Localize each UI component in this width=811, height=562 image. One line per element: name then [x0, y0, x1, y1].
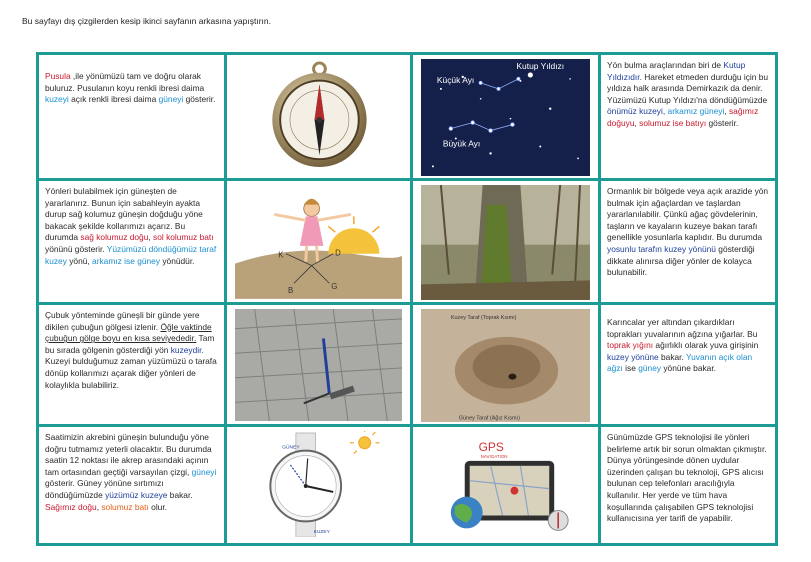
term-yosunlu-taraf: yosunlu tarafın kuzey yönünü — [607, 243, 716, 254]
label-guney: GÜNEY — [282, 445, 300, 451]
text: Hareket etmeden durduğu için bu yıldıza halk arasında Demirkazık da denir. Yüzümüzü Kutup Yıldızı'na döndüğümüzde — [607, 71, 769, 105]
text: ağırlıklı olarak yuva girişinin — [653, 340, 759, 351]
text: bakar. — [658, 351, 687, 362]
gps-image — [421, 431, 590, 538]
term-sag-kol-dogu: sağ kolumuz doğu — [80, 232, 149, 243]
text: Ormanlık bir bölgede veya açık arazide yön bulmak için ağaçlardan ve taşlardan yararlanılabilir. Çünkü ağaç gövdelerinin, taşların ve kayaların kuzeye bakan tarafı genellikle yosunlarla kaplıdır. Bu durumda — [607, 186, 769, 243]
label-b: B — [288, 286, 294, 296]
term-pusula: Pusula — [45, 71, 71, 81]
term-arka-guney: arkamız ise güney — [92, 255, 161, 266]
term-guneyi: güneyi — [191, 466, 217, 477]
cell-compass-text — [39, 55, 227, 181]
term-sol-kol-bati: sol kolumuz batı — [153, 232, 214, 243]
term-yuz-kuzey: Yüzümüzü döndüğümüz taraf kuzey — [45, 243, 217, 266]
cell-compass-image — [227, 55, 413, 181]
text: gösterdiği dikkate alınırsa diğer yönler de kolayca bulunabilir. — [607, 243, 755, 278]
term-kutup-yildizi: Kutup Yıldızıdır. — [607, 60, 746, 82]
term-guney: güneyi — [158, 94, 184, 105]
text: bakar. — [167, 489, 193, 500]
term-kuzeydir: kuzeydir. — [170, 344, 204, 355]
cell-watch-text — [39, 427, 227, 543]
text: yönüdür. — [160, 255, 195, 266]
cell-sun-text — [39, 181, 227, 305]
text: , — [662, 106, 668, 117]
term-yuvanin-agzi: Yuvanın açık olan ağzı — [607, 351, 753, 374]
term-kuzey-yonune: kuzey yönüne — [607, 351, 659, 362]
ant-nest-image — [421, 309, 590, 422]
cell-sky-image — [413, 55, 601, 181]
term-kuzey: kuzeyi — [45, 94, 69, 105]
text: yönü, — [66, 255, 93, 266]
label-k: K — [278, 250, 284, 260]
term-onumuz-kuzey: önümüz kuzeyi — [607, 106, 663, 117]
compass-image — [235, 59, 402, 175]
cell-tree-image — [413, 181, 601, 305]
night-sky-image — [421, 59, 590, 176]
term-solumuz-bati: solumuz ise batıyı — [639, 117, 707, 128]
text: , — [148, 232, 154, 243]
text: olur. — [148, 501, 167, 512]
text: yönüne bakar. — [661, 363, 716, 374]
cell-moss-text — [601, 181, 775, 305]
term-solumuz-bati: solumuz batı — [101, 501, 149, 512]
text: yönünü gösterir. — [45, 243, 107, 254]
label-guney-taraf: Güney Taraf (Ağız Kısmı) — [458, 415, 520, 422]
text: ,ile yönümüzü tam ve doğru olarak buluruz. Pusulanın koyu renkli ibresi daima — [45, 71, 205, 93]
instruction-text: Bu sayfayı dış çizgilerden kesip ikinci sayfanın arkasına yapıştırın. — [22, 16, 271, 26]
cell-watch-image — [227, 427, 413, 543]
cell-girl-image — [227, 181, 413, 305]
term-sagimiz-dogu: sağımız doğuyu — [607, 106, 759, 128]
text: Yön bulma araçlarından biri de — [607, 60, 724, 70]
label-kucuk-ayi: Küçük Ayı — [436, 74, 475, 85]
girl-sun-image — [235, 185, 402, 299]
text: , — [724, 106, 729, 117]
term-yuzumuz-kuzeye: yüzümüz kuzeye — [105, 489, 168, 500]
text: Günümüzde GPS teknolojisi ile yönleri belirleme artık bir sorun olmaktan çıkmıştır. Dünya yörüngesinde dönen uydular üzerinden çalışan bu teknoloji, GPS alıcısı bulunan cep telefonları aracılığıyla kullanılır. Her yerde ve tüm hava koşullarında çalışabilen GPS teknolojisi kullanıcısına yer tarifi de yapabilir. — [607, 432, 767, 524]
text: açık renkli ibresi daima — [68, 94, 159, 105]
label-kuzey: KUZEY — [313, 530, 330, 536]
label-kuzey-taraf: Kuzey Taraf (Toprak Kısmı) — [450, 314, 517, 321]
term-ogle-vakti: Öğle vaktinde çubuğun gölge boyu en kısa seviyededir. — [45, 321, 212, 344]
label-navigation: NAVIGATION — [480, 453, 508, 459]
text: gösterir. — [183, 94, 216, 105]
term-guney: güney — [638, 363, 662, 374]
text: Tam bu sırada gölgenin gösterdiği yön — [45, 333, 215, 355]
text: gösterir. Güney yönüne sırtımızı döndüğümüzde — [45, 478, 164, 500]
cell-gps-text — [601, 427, 775, 543]
text: Çubuk yönteminde güneşli bir günde yere dikilen çubuğun gölgesi izlenir. — [45, 310, 200, 332]
text: Yönleri bulabilmek için güneşten de yararlanırız. Bunun için sabahleyin ayakta durup sağ kolumuz güneşin doğduğu yöne bakacak şekilde kollarımızı açarız. Bu durumda — [45, 186, 203, 243]
text: gösterir. — [706, 117, 739, 128]
cell-ant-text — [601, 305, 775, 427]
text: , — [634, 117, 640, 128]
text: , — [96, 501, 102, 512]
label-gps: GPS — [478, 439, 504, 454]
cell-stick-image — [227, 305, 413, 427]
label-buyuk-ayi: Büyük Ayı — [442, 138, 481, 149]
term-arkamiz-guney: arkamız güneyi — [667, 106, 725, 117]
cell-ant-image — [413, 305, 601, 427]
text: Saatimizin akrebini güneşin bulunduğu yöne doğru tutmamız yeterli olacaktır. Bu durumda saatin 12 noktası ile akrep arasındaki açının tam ortasından geçtiği varsayılan çizgi, — [45, 432, 212, 477]
term-toprak-yigini: toprak yığını — [607, 340, 654, 351]
label-d: D — [335, 248, 341, 258]
watch-image — [235, 431, 402, 537]
label-g: G — [331, 282, 338, 292]
text: Kuzeyi bulduğumuz zaman yüzümüzü o tarafa dönüp kollarımızı açarak diğer yönleri de kolaylıkla bulabiliriz. — [45, 356, 217, 390]
term-sagimiz-dogu: Sağımız doğu — [45, 501, 97, 512]
text: ise — [622, 363, 639, 374]
stick-shadow-image — [235, 309, 402, 421]
label-kutup-yildizi: Kutup Yıldızı — [516, 60, 565, 71]
cutout-grid — [36, 52, 778, 546]
cell-gps-image — [413, 427, 601, 543]
cell-stick-text — [39, 305, 227, 427]
text: Karıncalar yer altından çıkardıkları toprakları yuvalarının ağzına yığarlar. Bu — [607, 317, 758, 339]
mossy-tree-image — [421, 185, 590, 300]
cell-polaris-text — [601, 55, 775, 181]
